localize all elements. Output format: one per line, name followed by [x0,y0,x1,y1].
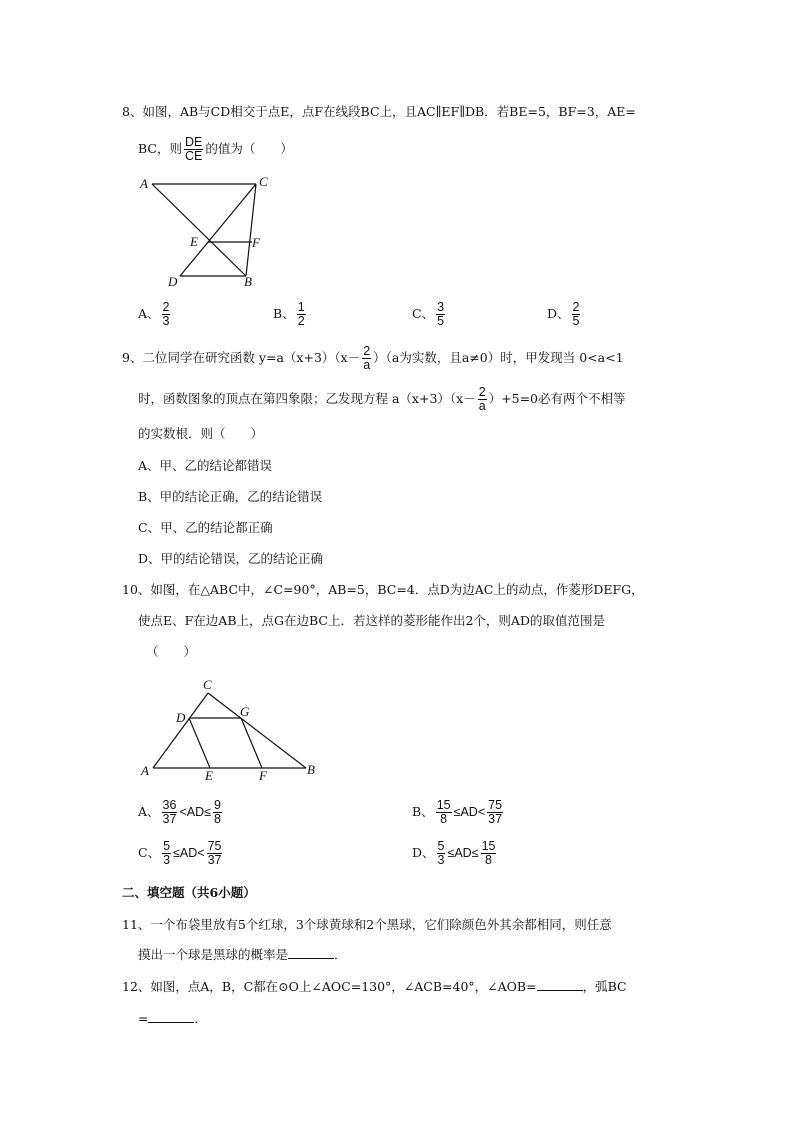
q9-option-c[interactable]: C、甲、乙的结论都正确 [138,520,273,535]
q12-line1: 12、如图，点A，B，C都在⊙O上∠AOC=130°，∠ACB=40°，∠AOB= ，弧BC [122,979,627,994]
q8-fraction: $\frac{DE}{CE}$ [184,135,203,163]
q11-answer-blank[interactable] [288,946,334,959]
q10-label-a: A [141,763,149,778]
q8-option-d[interactable]: D、 $\frac{2}{5}$ [547,300,580,328]
q10-label-b: B [307,762,315,777]
q8-label-f: F [252,235,260,250]
q8-label-b: B [244,274,252,289]
section-2-heading: 二、填空题（共6小题） [122,885,256,900]
q8-label-d: D [168,274,178,289]
q12-line2: = ． [138,1011,207,1026]
q9-line2: 时，函数图象的顶点在第四象限；乙发现方程 a（x+3）（x－ $\frac{2}{a}$ ）+5=0必有两个不相等 [138,385,626,413]
q10-label-f: F [259,768,267,783]
q10-line1: 10、如图，在△ABC中，∠C=90°，AB=5，BC=4．点D为边AC上的动点，作菱形DEFG， [122,582,644,597]
q8-line1: 8、如图，AB与CD相交于点E，点F在线段BC上，且AC∥EF∥DB．若BE=5，BF=3，AE= [122,104,636,119]
q10-option-d[interactable]: D、 $\frac{5}{3}$ ≤AD≤ $\frac{15}{8}$ [412,839,496,867]
q8-label-c: C [259,174,268,189]
q10-label-d: D [176,710,186,725]
q9-option-d[interactable]: D、甲的结论错误，乙的结论正确 [138,551,324,566]
q12-answer-blank-1[interactable] [537,978,583,991]
q11-line1: 11、一个布袋里放有5个红球，3个球黄球和2个黑球，它们除颜色外其余都相同，则任意 [122,917,612,932]
q11-line2: 摸出一个球是黑球的概率是 ． [138,947,347,962]
q9-line3: 的实数根．则（ ） [138,426,264,441]
q10-label-c: C [203,677,212,692]
q9-option-a[interactable]: A、甲、乙的结论都错误 [138,458,273,473]
q10-option-b[interactable]: B、 $\frac{15}{8}$ ≤AD< $\frac{75}{37}$ [412,798,503,826]
q8-label-a: A [140,176,148,191]
q8-option-a[interactable]: A、 $\frac{2}{3}$ [138,300,170,328]
q9-option-b[interactable]: B、甲的结论正确，乙的结论错误 [138,489,323,504]
q8-label-e: E [190,234,198,249]
q8-line2: BC，则 $\frac{DE}{CE}$ 的值为（ ） [138,135,293,163]
q10-line3: （ ） [146,644,197,659]
q10-label-e: E [205,768,213,783]
q10-option-c[interactable]: C、 $\frac{5}{3}$ ≤AD< $\frac{75}{37}$ [138,839,222,867]
q10-figure [138,676,328,786]
q9-line1: 9、二位同学在研究函数 y=a（x+3）（x－ $\frac{2}{a}$ ）（a为实数，且a≠0）时，甲发现当 0<a<1 [122,344,624,372]
q10-label-g: G [240,704,250,719]
q8-figure [138,172,278,292]
q10-line2: 使点E、F在边AB上，点G在边BC上．若这样的菱形能作出2个，则AD的取值范围是 [138,613,605,628]
q8-option-b[interactable]: B、 $\frac{1}{2}$ [273,300,305,328]
q8-option-c[interactable]: C、 $\frac{3}{5}$ [412,300,445,328]
q12-answer-blank-2[interactable] [148,1010,194,1023]
q10-option-a[interactable]: A、 $\frac{36}{37}$ <AD≤ $\frac{9}{8}$ [138,798,221,826]
